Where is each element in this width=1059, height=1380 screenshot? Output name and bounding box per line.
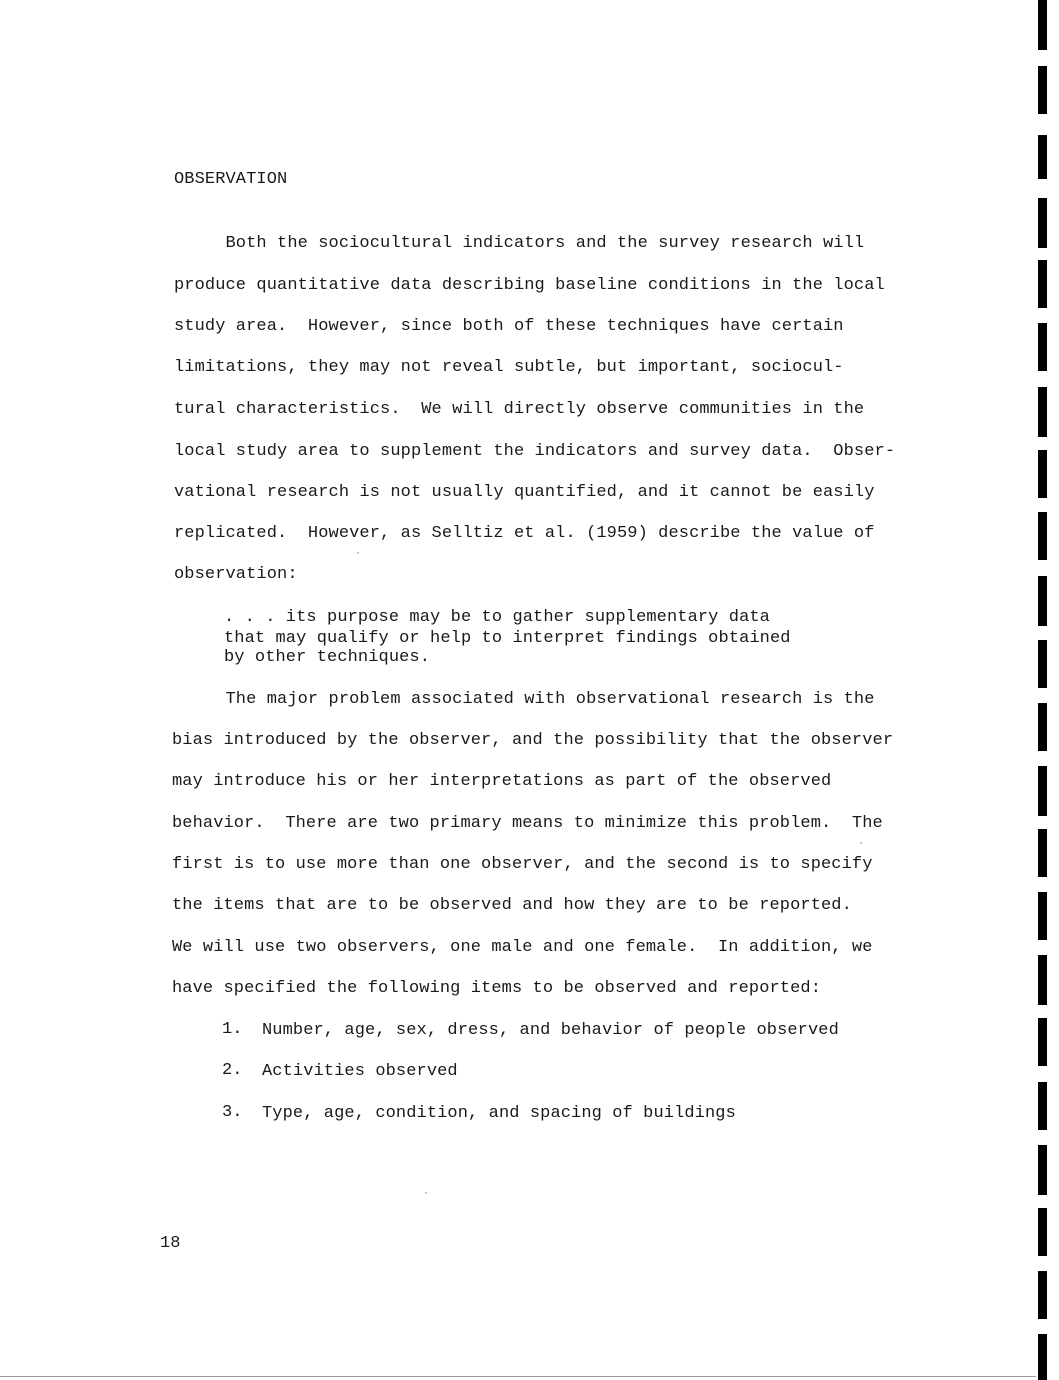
list-item-number: 2. [222, 1061, 243, 1080]
paragraph-line: Both the sociocultural indicators and the survey research will [174, 234, 865, 253]
binding-mark [1038, 576, 1047, 626]
quote-line: by other techniques. [224, 648, 431, 667]
binding-mark [1038, 0, 1047, 50]
binding-mark [1038, 387, 1047, 437]
paragraph-line: first is to use more than one observer, and the second is to specify [172, 855, 873, 874]
binding-mark [1038, 198, 1047, 248]
quote-line: . . . its purpose may be to gather supplementary data [224, 608, 770, 627]
list-item-number: 1. [222, 1020, 243, 1039]
binding-mark [1038, 450, 1047, 498]
paragraph-line: observation: [174, 565, 298, 584]
binding-mark [1038, 1208, 1047, 1256]
binding-mark [1038, 892, 1047, 940]
quote-line: that may qualify or help to interpret findings obtained [224, 629, 791, 648]
binding-mark [1038, 1082, 1047, 1130]
binding-mark [1038, 829, 1047, 877]
paragraph-line: tural characteristics. We will directly observe communities in the [174, 400, 865, 419]
paragraph-line: local study area to supplement the indicators and survey data. Obser- [174, 442, 896, 461]
binding-mark [1038, 512, 1047, 560]
binding-mark [1038, 1271, 1047, 1319]
binding-mark [1038, 260, 1047, 308]
list-item-text: Type, age, condition, and spacing of buildings [262, 1104, 736, 1123]
paragraph-line: bias introduced by the observer, and the possibility that the observer [172, 731, 894, 750]
binding-mark [1038, 955, 1047, 1005]
binding-mark [1038, 66, 1047, 114]
paragraph-line: have specified the following items to be observed and reported: [172, 979, 822, 998]
paragraph-line: may introduce his or her interpretations as part of the observed [172, 772, 832, 791]
paragraph-line: produce quantitative data describing baseline conditions in the local [174, 276, 885, 295]
binding-mark [1038, 323, 1047, 371]
scan-speck [425, 1192, 427, 1194]
paragraph-line: the items that are to be observed and how they are to be reported. [172, 896, 852, 915]
binding-mark [1038, 135, 1047, 179]
scan-speck [860, 842, 862, 844]
binding-mark [1038, 1145, 1047, 1195]
paragraph-line: vational research is not usually quantified, and it cannot be easily [174, 483, 875, 502]
binding-mark [1038, 1018, 1047, 1066]
list-item-text: Number, age, sex, dress, and behavior of people observed [262, 1021, 839, 1040]
page-number: 18 [160, 1234, 181, 1253]
paragraph-line: replicated. However, as Selltiz et al. (1959) describe the value of [174, 524, 875, 543]
paragraph-line: behavior. There are two primary means to minimize this problem. The [172, 814, 883, 833]
paragraph-line: The major problem associated with observational research is the [174, 690, 875, 709]
binding-mark [1038, 703, 1047, 751]
binding-mark [1038, 766, 1047, 816]
binding-mark [1038, 1334, 1047, 1380]
bottom-edge-line [0, 1376, 1036, 1377]
binding-edge-marks [1036, 0, 1052, 1380]
paragraph-line: study area. However, since both of these techniques have certain [174, 317, 844, 336]
scan-speck [357, 552, 359, 554]
list-item-number: 3. [222, 1103, 243, 1122]
list-item-text: Activities observed [262, 1062, 458, 1081]
binding-mark [1038, 640, 1047, 688]
section-heading: OBSERVATION [174, 170, 288, 189]
paragraph-line: limitations, they may not reveal subtle, but important, sociocul- [174, 358, 844, 377]
paragraph-line: We will use two observers, one male and one female. In addition, we [172, 938, 873, 957]
